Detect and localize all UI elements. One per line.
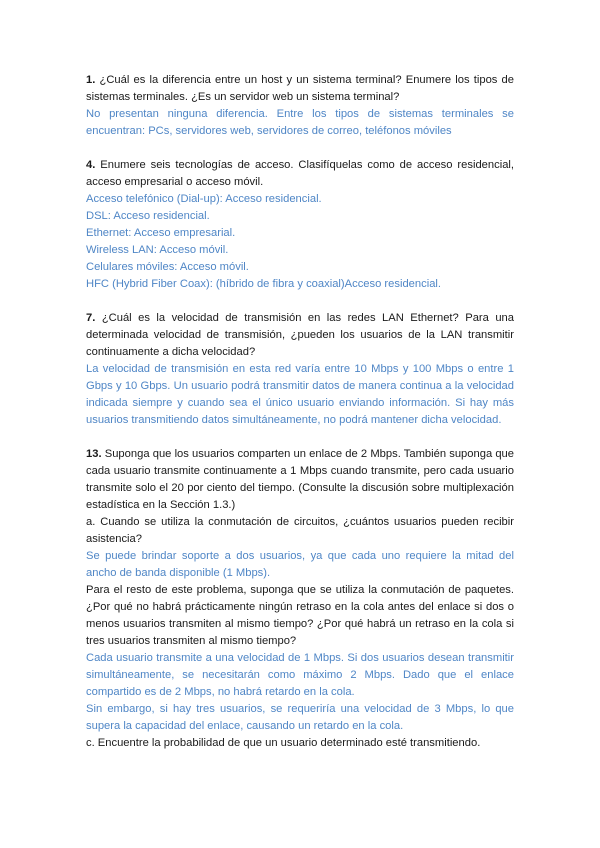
answer-13-part-b-1: Cada usuario transmite a una velocidad de 1 Mbps. Si dos usuarios desean transmitir simultáneamente, se necesitarán como máximo 2 Mbps. Dado que el enlace compartido es de 2 Mbps, no habrá retardo en la cola. — [86, 652, 514, 698]
question-text: Enumere seis tecnologías de acceso. Clasifíquelas como de acceso residencial, acceso empresarial o acceso móvil. — [86, 159, 515, 188]
question-block-1 — [86, 72, 514, 140]
question-block-7 — [86, 310, 514, 429]
question-text: Suponga que los usuarios comparten un enlace de 2 Mbps. También suponga que cada usuario transmite continuamente a 1 Mbps cuando transmite, pero cada usuario transmite solo el 20 por ciento del tiempo. (Consulte la discusión sobre multiplexación estadística en la Sección 1.3.) — [86, 448, 515, 511]
question-1 — [86, 72, 514, 106]
question-block-13 — [86, 446, 514, 752]
document-body — [86, 72, 514, 769]
question-7 — [86, 310, 514, 361]
answer-7: La velocidad de transmisión en esta red varía entre 10 Mbps y 100 Mbps o entre 1 Gbps y 10 Gbps. Un usuario podrá transmitir datos de manera continua a la velocidad indicada siempre y cuando sea el único usuario enviando información. Si hay más usuarios transmitiendo datos simultáneamente, no podrá mantener dicha velocidad. — [86, 363, 514, 426]
question-13-part-c: c. Encuentre la probabilidad de que un usuario determinado esté transmitiendo. — [86, 737, 481, 749]
answer-line: Celulares móviles: Acceso móvil. — [86, 261, 249, 273]
question-number: 4. — [86, 159, 96, 171]
question-13-part-a: a. Cuando se utiliza la conmutación de circuitos, ¿cuántos usuarios pueden recibir asistencia? — [86, 516, 514, 545]
question-number: 13. — [86, 448, 102, 460]
answer-line: Wireless LAN: Acceso móvil. — [86, 244, 229, 256]
question-number: 7. — [86, 312, 96, 324]
question-13-part-b: Para el resto de este problema, suponga que se utiliza la conmutación de paquetes. ¿Por qué no habrá prácticamente ningún retraso en la cola antes del enlace si dos o menos usuarios transmiten al mismo tiempo? ¿Por qué habrá un retraso en la cola si tres usuarios transmiten al mismo tiempo? — [86, 584, 514, 647]
question-4 — [86, 157, 514, 191]
answer-13-part-b-2: Sin embargo, si hay tres usuarios, se requeriría una velocidad de 3 Mbps, lo que supera la capacidad del enlace, causando un retardo en la cola. — [86, 703, 514, 732]
question-number: 1. — [86, 74, 96, 86]
answer-line: Acceso telefónico (Dial-up): Acceso residencial. — [86, 193, 322, 205]
answer-line: DSL: Acceso residencial. — [86, 210, 210, 222]
answer-line: HFC (Hybrid Fiber Coax): (híbrido de fibra y coaxial)Acceso residencial. — [86, 278, 442, 290]
question-text: ¿Cuál es la velocidad de transmisión en las redes LAN Ethernet? Para una determinada velocidad de transmisión, ¿pueden los usuarios de la LAN transmitir continuamente a dicha velocidad? — [86, 312, 514, 358]
question-block-4 — [86, 157, 514, 293]
answer-1: No presentan ninguna diferencia. Entre los tipos de sistemas terminales se encuentran: PCs, servidores web, servidores de correo, teléfonos móviles — [86, 108, 514, 137]
answer-line: Ethernet: Acceso empresarial. — [86, 227, 236, 239]
question-text: ¿Cuál es la diferencia entre un host y un sistema terminal? Enumere los tipos de sistemas terminales. ¿Es un servidor web un sistema terminal? — [86, 74, 514, 103]
question-13 — [86, 446, 514, 514]
answer-13-part-a: Se puede brindar soporte a dos usuarios, ya que cada uno requiere la mitad del ancho de banda disponible (1 Mbps). — [86, 550, 514, 579]
